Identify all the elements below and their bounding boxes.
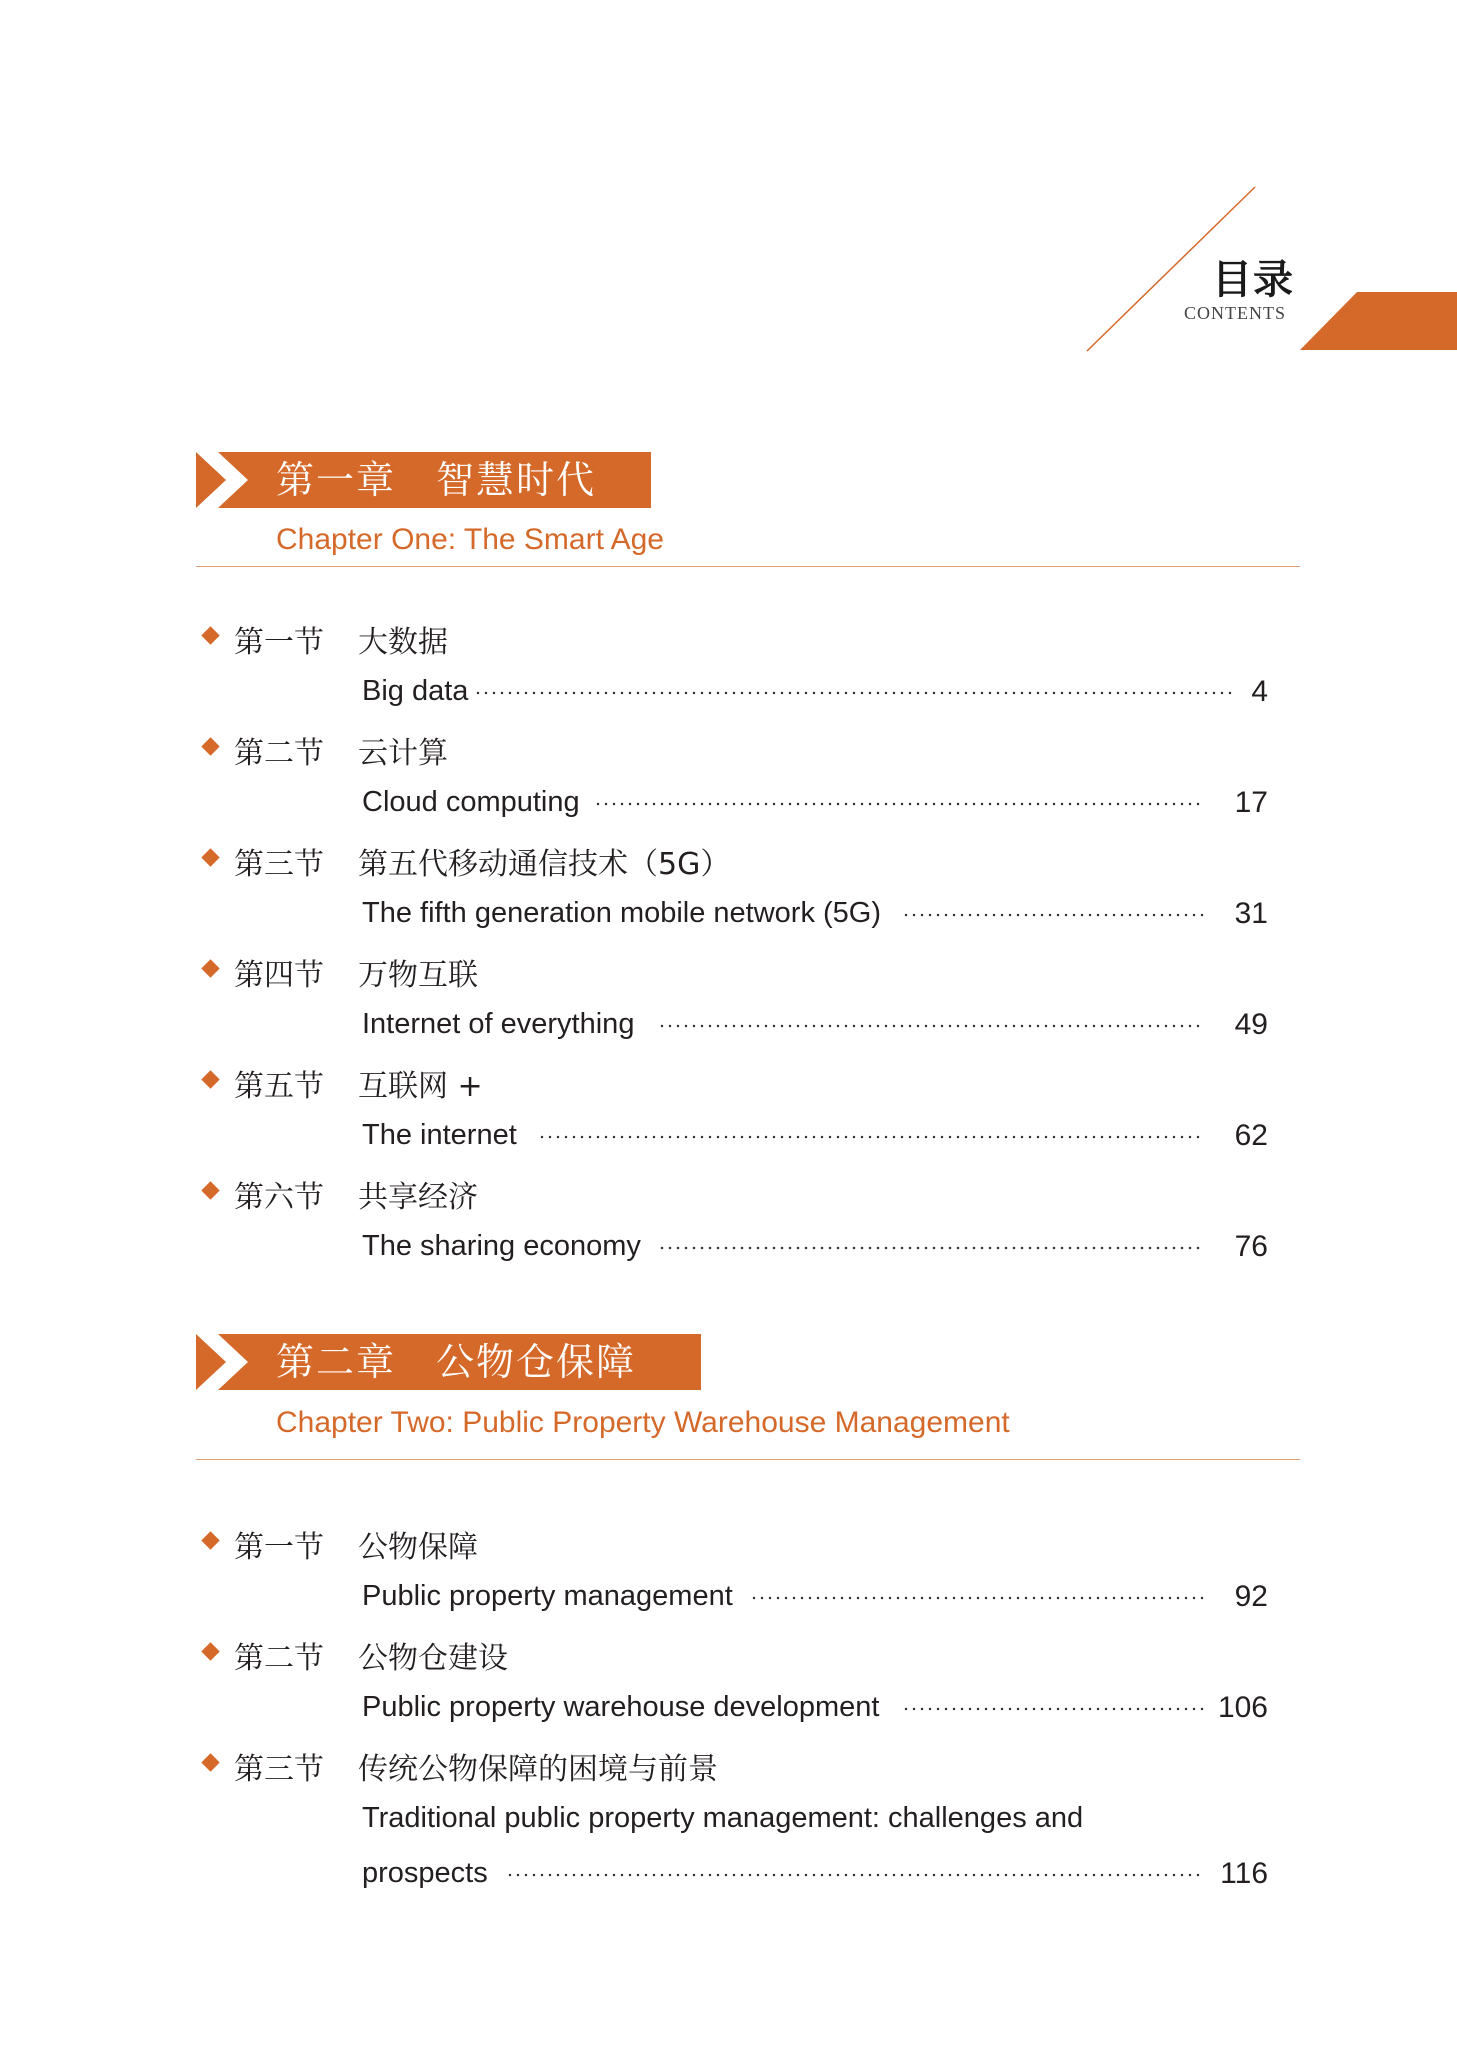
page-number: 62 (1234, 1119, 1268, 1152)
chapter-title-en: Chapter Two: Public Property Warehouse Management (276, 1406, 1010, 1439)
dot-leader (474, 691, 1234, 695)
section-title-en: Big data (362, 675, 469, 707)
section-title-en: Public property management (362, 1580, 733, 1612)
dot-leader (658, 1024, 1204, 1028)
bullet-diamond-icon (201, 1531, 219, 1549)
section-number: 第二节 (234, 736, 324, 771)
bullet-diamond-icon (201, 1181, 219, 1199)
section-number: 第三节 (234, 1752, 324, 1787)
dot-leader (506, 1873, 1204, 1877)
section-title-en: The internet (362, 1119, 517, 1151)
section-number: 第二节 (234, 1641, 324, 1676)
page-number: 92 (1234, 1580, 1268, 1613)
section-title-en-line1: Traditional public property management: challenges and (362, 1802, 1084, 1834)
section-title-cn: 万物互联 (358, 958, 478, 993)
section-title-cn: 云计算 (358, 736, 448, 771)
section-title-en: Cloud computing (362, 786, 580, 818)
section-title-en: The fifth generation mobile network (5G) (362, 897, 882, 929)
bullet-diamond-icon (201, 626, 219, 644)
bullet-diamond-icon (201, 1070, 219, 1088)
chapter-title-cn: 第一章 智慧时代 (276, 458, 597, 502)
chapter-title-cn: 第二章 公物仓保障 (276, 1340, 637, 1384)
chapter-arrow-icon (196, 452, 266, 508)
dot-leader (538, 1135, 1204, 1139)
section-title-en: prospects (362, 1857, 488, 1889)
section-number: 第三节 (234, 847, 324, 882)
page-number: 76 (1234, 1230, 1268, 1263)
bullet-diamond-icon (201, 737, 219, 755)
chapter-title-en: Chapter One: The Smart Age (276, 523, 664, 556)
page-number: 106 (1217, 1691, 1268, 1724)
bullet-diamond-icon (201, 1753, 219, 1771)
page-number: 4 (1251, 675, 1268, 708)
section-title-en: Internet of everything (362, 1008, 635, 1040)
page-number: 49 (1234, 1008, 1268, 1041)
header-corner-bar (1300, 292, 1457, 350)
chapter-arrow-icon (196, 1334, 266, 1390)
section-title-cn: 传统公物保障的困境与前景 (358, 1752, 718, 1787)
chapter-divider (196, 566, 1300, 567)
page-subtitle: CONTENTS (1184, 303, 1286, 323)
dot-leader (902, 1707, 1204, 1711)
page-title: 目录 (1212, 256, 1294, 303)
dot-leader (902, 913, 1204, 917)
section-title-cn: 共享经济 (358, 1180, 478, 1215)
section-number: 第一节 (234, 625, 324, 660)
chapter-divider (196, 1459, 1300, 1460)
section-number: 第六节 (234, 1180, 324, 1215)
section-title-en: The sharing economy (362, 1230, 641, 1262)
section-number: 第一节 (234, 1530, 324, 1565)
section-title-en: Public property warehouse development (362, 1691, 880, 1723)
section-title-cn: 公物仓建设 (358, 1641, 508, 1676)
dot-leader (658, 1246, 1204, 1250)
dot-leader (750, 1596, 1204, 1600)
bullet-diamond-icon (201, 959, 219, 977)
bullet-diamond-icon (201, 1642, 219, 1660)
page-number: 17 (1234, 786, 1268, 819)
section-title-cn: 第五代移动通信技术（5G） (358, 847, 731, 882)
page-number: 31 (1234, 897, 1268, 930)
section-title-cn: 大数据 (358, 625, 448, 660)
dot-leader (594, 802, 1204, 806)
section-number: 第五节 (234, 1069, 324, 1104)
section-title-cn: 公物保障 (358, 1530, 478, 1565)
page-number: 116 (1220, 1857, 1268, 1890)
section-title-cn: 互联网 + (358, 1069, 483, 1104)
section-number: 第四节 (234, 958, 324, 993)
bullet-diamond-icon (201, 848, 219, 866)
